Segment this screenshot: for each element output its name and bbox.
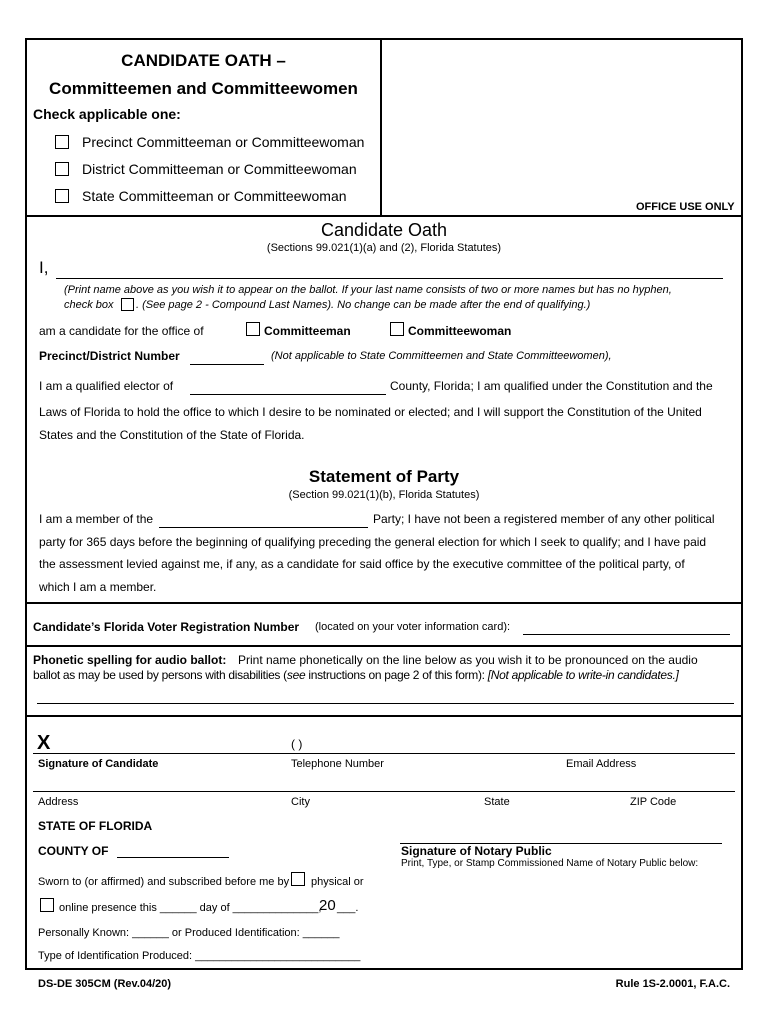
- state-option-label: State Committeeman or Committeewoman: [82, 188, 347, 204]
- form-id: DS-DE 305CM (Rev.04/20): [38, 978, 172, 990]
- name-instructions-line2a: check box: [64, 299, 114, 311]
- candidate-name-line[interactable]: [56, 278, 723, 279]
- form-title-line1: CANDIDATE OATH –: [121, 51, 286, 70]
- check-applicable-label: Check applicable one:: [33, 106, 181, 122]
- district-option-label: District Committeeman or Committeewoman: [82, 161, 357, 177]
- precinct-number-label: Precinct/District Number: [39, 349, 180, 363]
- physical-presence-label: physical or: [311, 876, 364, 888]
- precinct-option-label: Precinct Committeeman or Committeewoman: [82, 134, 365, 150]
- candidate-oath-citation: (Sections 99.021(1)(a) and (2), Florida Statutes): [266, 242, 502, 254]
- phonetic-text-2d: [Not applicable to write-in candidates.]: [487, 668, 679, 682]
- name-instructions-line2b: . (See page 2 - Compound Last Names). No change can be made after the end of qualifying.): [136, 299, 591, 311]
- voter-registration-note: (located on your voter information card):: [315, 621, 511, 633]
- committeewoman-label: Committeewoman: [408, 324, 512, 338]
- committeeman-checkbox[interactable]: [246, 322, 260, 336]
- online-presence-checkbox[interactable]: [40, 898, 54, 912]
- candidate-oath-heading: Candidate Oath: [320, 220, 448, 240]
- laws-text-line1: Laws of Florida to hold the office to which I desire to be nominated or elected; and I will support the Constitution of the United: [39, 405, 702, 419]
- county-line[interactable]: [190, 394, 386, 395]
- zip-label: ZIP Code: [630, 796, 677, 808]
- section-divider-voter: [25, 645, 743, 647]
- email-label: Email Address: [566, 758, 637, 770]
- precinct-number-line[interactable]: [190, 364, 264, 365]
- online-presence-text: online presence this ______ day of ______________,: [59, 902, 322, 914]
- laws-text-line2: States and the Constitution of the State of Florida.: [39, 428, 305, 442]
- address-label: Address: [38, 796, 79, 808]
- statement-of-party-citation: (Section 99.021(1)(b), Florida Statutes): [288, 489, 480, 501]
- party-member-label: I am a member of the: [39, 512, 154, 526]
- notary-name-note: Print, Type, or Stamp Commissioned Name of Notary Public below:: [401, 858, 699, 869]
- phonetic-spelling-line[interactable]: [37, 703, 734, 704]
- phonetic-text-2a: ballot as may be used by persons with disabilities (: [33, 668, 287, 682]
- signature-x-mark: X: [37, 732, 51, 754]
- physical-presence-checkbox[interactable]: [291, 872, 305, 886]
- signature-line[interactable]: [33, 753, 735, 754]
- office-label: am a candidate for the office of: [39, 324, 204, 338]
- party-text-line3: the assessment levied against me, if any, as a candidate for said office by the executive committee of the political party, of: [39, 557, 685, 571]
- precinct-number-note: (Not applicable to State Committeemen and State Committeewomen),: [271, 350, 612, 362]
- name-instructions-line1: (Print name above as you wish it to appear on the ballot. If your last name consists of two or more names but has no hyphen,: [64, 284, 672, 296]
- statement-of-party-heading: Statement of Party: [308, 467, 460, 486]
- year-prefix: 20: [319, 897, 336, 914]
- compound-name-checkbox[interactable]: [121, 298, 134, 311]
- voter-registration-label: Candidate’s Florida Voter Registration Number: [33, 620, 300, 634]
- section-divider-phonetic: [25, 715, 743, 717]
- state-of-florida: STATE OF FLORIDA: [38, 819, 153, 833]
- form-title-line2: Committeemen and Committeewomen: [49, 79, 358, 98]
- qualified-elector-text: County, Florida; I am qualified under the Constitution and the: [390, 379, 713, 393]
- committeeman-label: Committeeman: [264, 324, 351, 338]
- section-divider-party: [25, 602, 743, 604]
- party-text-line4: which I am a member.: [39, 580, 157, 594]
- year-blank: ___.: [337, 902, 359, 914]
- phonetic-text-line2: [33, 668, 679, 682]
- state-label: State: [484, 796, 510, 808]
- phonetic-text-2b: see: [286, 668, 306, 682]
- city-label: City: [291, 796, 310, 808]
- party-name-line[interactable]: [159, 527, 368, 528]
- office-use-only: OFFICE USE ONLY: [636, 201, 735, 213]
- qualified-elector-label: I am a qualified elector of: [39, 379, 174, 393]
- rule-citation: Rule 1S-2.0001, F.A.C.: [615, 978, 730, 990]
- party-text-line1: Party; I have not been a registered member of any other political: [373, 512, 715, 526]
- state-checkbox[interactable]: [55, 189, 69, 203]
- phonetic-label: Phonetic spelling for audio ballot:: [33, 653, 227, 667]
- sworn-text: Sworn to (or affirmed) and subscribed before me by: [38, 876, 290, 888]
- notary-signature-label: Signature of Notary Public: [401, 844, 552, 858]
- personally-known-text: Personally Known: ______ or Produced Identification: ______: [38, 927, 340, 939]
- address-line[interactable]: [33, 791, 735, 792]
- committeewoman-checkbox[interactable]: [390, 322, 404, 336]
- i-label: I,: [39, 258, 49, 277]
- party-text-line2: party for 365 days before the beginning of qualifying preceding the general election for which I seek to qualify; and I have paid: [39, 535, 707, 549]
- district-checkbox[interactable]: [55, 162, 69, 176]
- voter-registration-line[interactable]: [523, 634, 730, 635]
- header-divider: [380, 38, 382, 216]
- section-divider-header: [25, 215, 743, 217]
- telephone-label: Telephone Number: [291, 758, 384, 770]
- phone-parens: ( ): [291, 737, 303, 751]
- precinct-checkbox[interactable]: [55, 135, 69, 149]
- identification-type-text: Type of Identification Produced: ___________________________: [38, 950, 361, 962]
- signature-of-candidate-label: Signature of Candidate: [38, 758, 159, 770]
- phonetic-text-2c: instructions on page 2 of this form):: [305, 668, 485, 682]
- phonetic-text-line1: Print name phonetically on the line below as you wish it to be pronounced on the audio: [238, 653, 698, 667]
- county-of-label: COUNTY OF: [38, 844, 109, 858]
- county-of-line[interactable]: [117, 857, 229, 858]
